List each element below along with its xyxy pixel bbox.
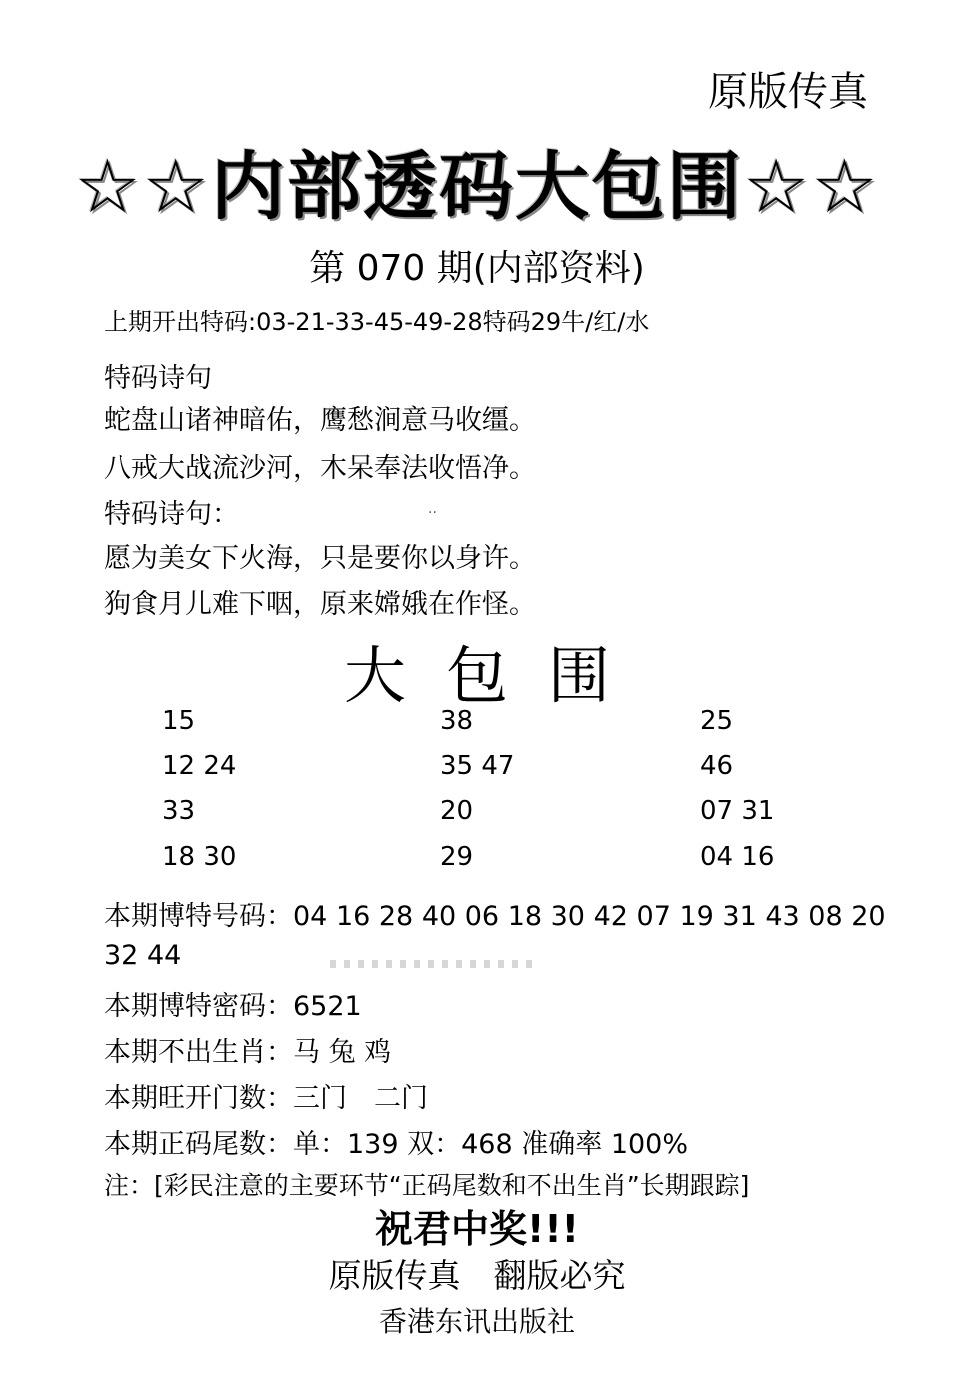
grid-row — [0, 706, 954, 751]
doors-label: 本期旺开门数： — [104, 1083, 293, 1114]
grid-cell: 07 31 — [700, 796, 775, 826]
last-draw — [104, 302, 649, 337]
tail-digits — [104, 1122, 688, 1161]
publisher-text: 香港东讯出版社 — [378, 1305, 575, 1338]
grid-cell: 38 — [440, 706, 474, 736]
secret-code — [104, 984, 362, 1023]
tail-digits-label: 本期正码尾数： — [104, 1129, 293, 1160]
grid-cell: 15 — [162, 706, 196, 736]
grid-row — [0, 842, 954, 887]
poem1-heading: 特码诗句 — [104, 363, 212, 394]
poem2-heading: 特码诗句： — [104, 499, 239, 530]
grid-cell: 29 — [440, 842, 474, 872]
special-numbers-cont: 32 44 — [104, 940, 182, 971]
wish-text: 祝君中奖!!! — [375, 1207, 579, 1251]
page-title: ☆☆内部透码大包围☆☆ — [74, 144, 880, 230]
grid-row — [0, 796, 954, 841]
doors-value: 三门 二门 — [293, 1083, 428, 1114]
no-zodiac-value: 马 兔 鸡 — [293, 1037, 392, 1068]
grid-cell: 12 24 — [162, 751, 237, 781]
note: 注：[彩民注意的主要环节“正码尾数和不出生肖”长期跟踪] — [104, 1171, 750, 1200]
poem2-line-1: 愿为美女下火海，只是要你以身许。 — [104, 543, 536, 574]
poem1-line-1: 蛇盘山诸神暗佑，鹰愁涧意马收缰。 — [104, 405, 536, 436]
grid-cell: 20 — [440, 796, 474, 826]
grid-cell: 35 47 — [440, 751, 515, 781]
issue-number: 第 070 期(内部资料) — [309, 248, 645, 289]
big-heading: 大包围 — [343, 639, 650, 712]
grid-cell: 18 30 — [162, 842, 237, 872]
secret-code-label: 本期博特密码： — [104, 991, 293, 1022]
no-zodiac — [104, 1030, 391, 1069]
poem2-line-2: 狗食月儿难下咽，原来嫦娥在作怪。 — [104, 589, 536, 620]
grid-cell: 04 16 — [700, 842, 775, 872]
special-numbers-label: 本期博特号码： — [104, 901, 293, 932]
corner-label: 原版传真 — [708, 69, 868, 115]
grid-cell: 25 — [700, 706, 734, 736]
grid-cell: 33 — [162, 796, 196, 826]
no-zodiac-label: 本期不出生肖： — [104, 1037, 293, 1068]
last-draw-value: 03-21-33-45-49-28特码29牛/红/水 — [256, 308, 650, 336]
grid-row — [0, 751, 954, 796]
secret-code-value: 6521 — [293, 991, 362, 1022]
tail-digits-value: 单：139 双：468 准确率 100% — [293, 1129, 689, 1160]
scan-smudge — [330, 960, 540, 968]
special-numbers — [104, 894, 886, 933]
last-draw-label: 上期开出特码: — [104, 308, 257, 336]
doors — [104, 1076, 428, 1115]
copyright-text: 原版传真 翻版必究 — [328, 1256, 626, 1295]
grid-cell: 46 — [700, 751, 734, 781]
special-numbers-value: 04 16 28 40 06 18 30 42 07 19 31 43 08 20 — [293, 901, 886, 932]
dots-mark: ·· — [428, 505, 437, 521]
poem1-line-2: 八戒大战流沙河，木呆奉法收悟净。 — [104, 453, 536, 484]
